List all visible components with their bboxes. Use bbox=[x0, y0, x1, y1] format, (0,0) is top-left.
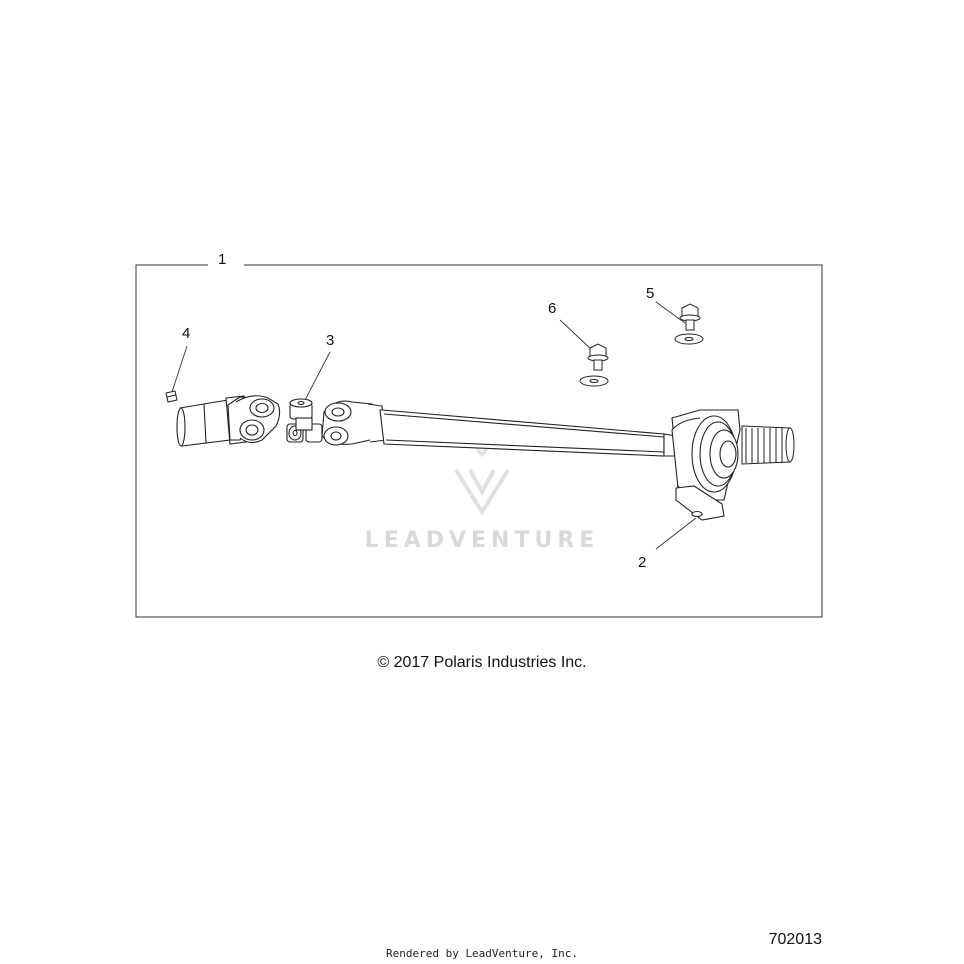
bolt-washer-part-5 bbox=[675, 304, 703, 344]
u-joint-cross-part-3 bbox=[287, 399, 322, 442]
leader-6 bbox=[560, 320, 592, 350]
callout-4: 4 bbox=[182, 325, 191, 342]
drive-shaft-tube bbox=[380, 410, 676, 456]
watermark-text: LEADVENTURE bbox=[364, 528, 600, 553]
copyright-notice: © 2017 Polaris Industries Inc. bbox=[377, 654, 587, 671]
bolt-washer-part-6 bbox=[580, 344, 608, 386]
leader-4 bbox=[172, 346, 187, 392]
support-bearing-part-2 bbox=[672, 410, 740, 520]
callout-1: 1 bbox=[218, 251, 227, 268]
callout-3: 3 bbox=[326, 332, 335, 349]
callout-5: 5 bbox=[646, 285, 655, 302]
leader-3 bbox=[303, 352, 330, 404]
shaft-yoke bbox=[322, 401, 386, 445]
callout-6: 6 bbox=[548, 300, 557, 317]
slip-yoke bbox=[177, 396, 280, 446]
splined-stub-shaft bbox=[742, 426, 794, 464]
grease-fitting-part-4 bbox=[166, 391, 177, 402]
callout-2: 2 bbox=[638, 554, 647, 571]
rendered-by-credit: Rendered by LeadVenture, Inc. bbox=[385, 947, 579, 960]
diagram-id: 702013 bbox=[768, 931, 822, 948]
